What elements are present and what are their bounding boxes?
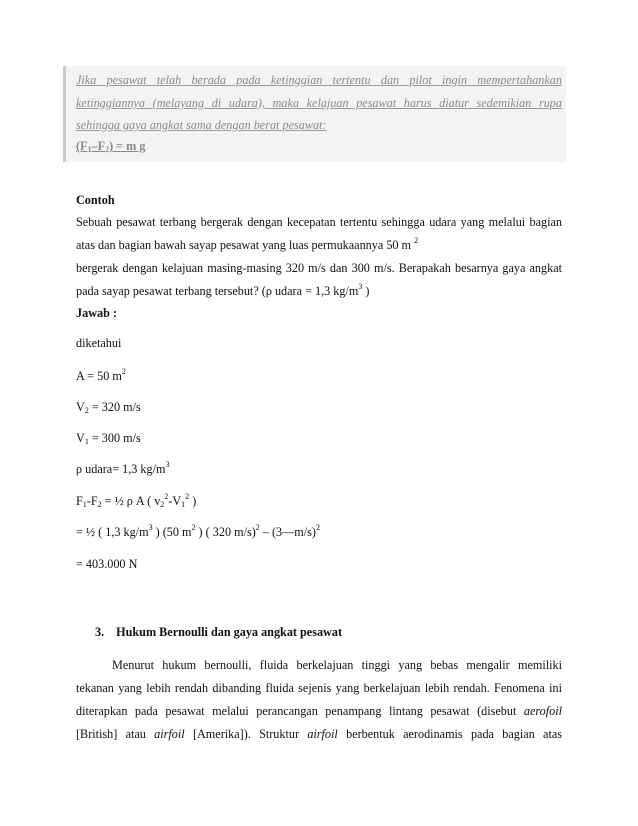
example-text-line-2: atas dan bagian bawah sayap pesawat yang luas permukaannya 50 m $^2$ (76, 236, 419, 252)
lift-equals-weight-formula: $(F_1-F_2) = m$ g (76, 139, 146, 154)
example-text-line-1: Sebuah pesawat terbang bergerak dengan kecepatan tertentu sehingga udara yang melalui bagian (76, 215, 562, 229)
example-heading: Contoh (76, 193, 115, 207)
section-heading: 3. Hukum Bernoulli dan gaya angkat pesawat (95, 625, 342, 639)
air-density-value: ρ udara= 1,3 $kg/m^3$ (76, 460, 170, 476)
example-text-line-4: pada sayap pesawat terbang tersebut? (ρ udara = 1,3 $kg/m^3$ ) (76, 282, 370, 298)
answer-heading: Jawab : (76, 306, 117, 320)
result-value: = 403.000 N (76, 557, 138, 571)
quote-line-1: Jika pesawat telah berada pada ketinggian tertentu dan pilot ingin mempertahankan (76, 73, 562, 87)
quote-line-3: sehingga gaya angkat sama dengan berat pesawat: (76, 118, 327, 132)
v2-value: $V_2 = 320$ m/s (76, 400, 141, 415)
paragraph-line-2: tekanan yang lebih rendah dibanding fluida sejenis yang berkelajuan lebih rendah. Fenomena ini (76, 681, 562, 695)
calculation-line: = ½ ( 1,3 $kg/m^3$ ) (50 $m^2$ ) ( 320 m/s)$^2$ – (3—m/s)$^2$ (76, 523, 320, 539)
quote-line-2: ketinggiannya (melayang di udara), maka kelajuan pesawat harus diatur sedemikian rupa (76, 96, 562, 110)
area-value: A = 50 $m^2$ (76, 367, 126, 383)
lift-force-formula: $F_1-F_2$ = ½ ρ A ( $v_2^2-V_1^2$ ) (76, 492, 197, 509)
paragraph-line-4: [British] atau airfoil [Amerika]). Struktur airfoil berbentuk aerodinamis pada bagian atas (76, 727, 562, 741)
known-label: diketahui (76, 336, 122, 350)
paragraph-line-1: Menurut hukum bernoulli, fluida berkelajuan tinggi yang bebas mengalir memiliki (112, 658, 562, 672)
example-text-line-3: bergerak dengan kelajuan masing-masing 320 m/s dan 300 m/s. Berapakah besarnya gaya angkat (76, 261, 562, 275)
paragraph-line-3: diterapkan pada pesawat melalui perancangan penampang lintang pesawat (disebut aerofoil (76, 704, 562, 718)
v1-value: $V_1 = 300$ m/s (76, 431, 141, 446)
